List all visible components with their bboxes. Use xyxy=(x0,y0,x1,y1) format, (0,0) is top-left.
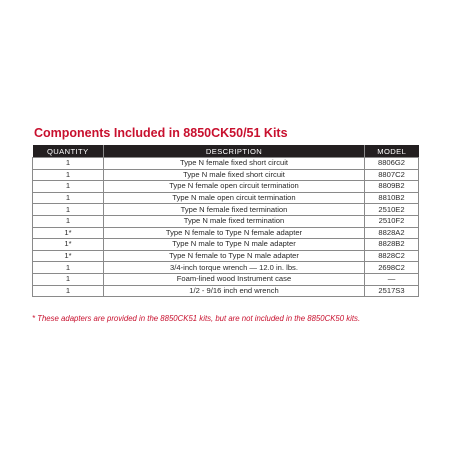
cell-description: Type N female to Type N male adapter xyxy=(104,250,365,262)
cell-model: 2510E2 xyxy=(365,204,419,216)
cell-quantity: 1 xyxy=(33,181,104,193)
cell-model: 8828A2 xyxy=(365,227,419,239)
cell-model: 2698C2 xyxy=(365,262,419,274)
table-row xyxy=(33,204,419,216)
cell-quantity: 1 xyxy=(33,192,104,204)
cell-description: 1/2 - 9/16 inch end wrench xyxy=(104,285,365,297)
cell-model: 8828B2 xyxy=(365,239,419,251)
cell-model: 8806G2 xyxy=(365,158,419,170)
cell-model: 2517S3 xyxy=(365,285,419,297)
adapter-footnote: * These adapters are provided in the 8850CK51 kits, but are not included in the 8850CK50 kits. xyxy=(32,314,361,323)
header-description: DESCRIPTION xyxy=(104,145,365,158)
table-row xyxy=(33,169,419,181)
cell-model: 8809B2 xyxy=(365,181,419,193)
cell-description: Type N male fixed short circuit xyxy=(104,169,365,181)
cell-description: Foam-lined wood Instrument case xyxy=(104,273,365,285)
table-row xyxy=(33,181,419,193)
table-row xyxy=(33,250,419,262)
cell-description: Type N male to Type N male adapter xyxy=(104,239,365,251)
cell-model: 8810B2 xyxy=(365,192,419,204)
table-row xyxy=(33,192,419,204)
cell-description: Type N male fixed termination xyxy=(104,215,365,227)
components-table xyxy=(32,145,419,297)
table-row xyxy=(33,273,419,285)
cell-description: Type N female fixed short circuit xyxy=(104,158,365,170)
table-row xyxy=(33,227,419,239)
cell-quantity: 1 xyxy=(33,285,104,297)
cell-quantity: 1* xyxy=(33,239,104,251)
cell-model: 8807C2 xyxy=(365,169,419,181)
table-row xyxy=(33,215,419,227)
cell-quantity: 1 xyxy=(33,204,104,216)
table-row xyxy=(33,239,419,251)
cell-description: Type N male open circuit termination xyxy=(104,192,365,204)
header-model: MODEL xyxy=(365,145,419,158)
table-header-row xyxy=(33,145,419,158)
cell-description: Type N female fixed termination xyxy=(104,204,365,216)
table-row xyxy=(33,158,419,170)
cell-description: Type N female open circuit termination xyxy=(104,181,365,193)
cell-quantity: 1 xyxy=(33,215,104,227)
table-row xyxy=(33,262,419,274)
cell-model: 2510F2 xyxy=(365,215,419,227)
cell-quantity: 1* xyxy=(33,227,104,239)
cell-quantity: 1 xyxy=(33,158,104,170)
table-row xyxy=(33,285,419,297)
cell-model: — xyxy=(365,273,419,285)
cell-quantity: 1* xyxy=(33,250,104,262)
kit-components-title: Components Included in 8850CK50/51 Kits xyxy=(34,126,288,140)
cell-quantity: 1 xyxy=(33,262,104,274)
cell-quantity: 1 xyxy=(33,273,104,285)
cell-description: Type N female to Type N female adapter xyxy=(104,227,365,239)
cell-model: 8828C2 xyxy=(365,250,419,262)
header-quantity: QUANTITY xyxy=(33,145,104,158)
cell-quantity: 1 xyxy=(33,169,104,181)
cell-description: 3/4-inch torque wrench — 12.0 in. lbs. xyxy=(104,262,365,274)
